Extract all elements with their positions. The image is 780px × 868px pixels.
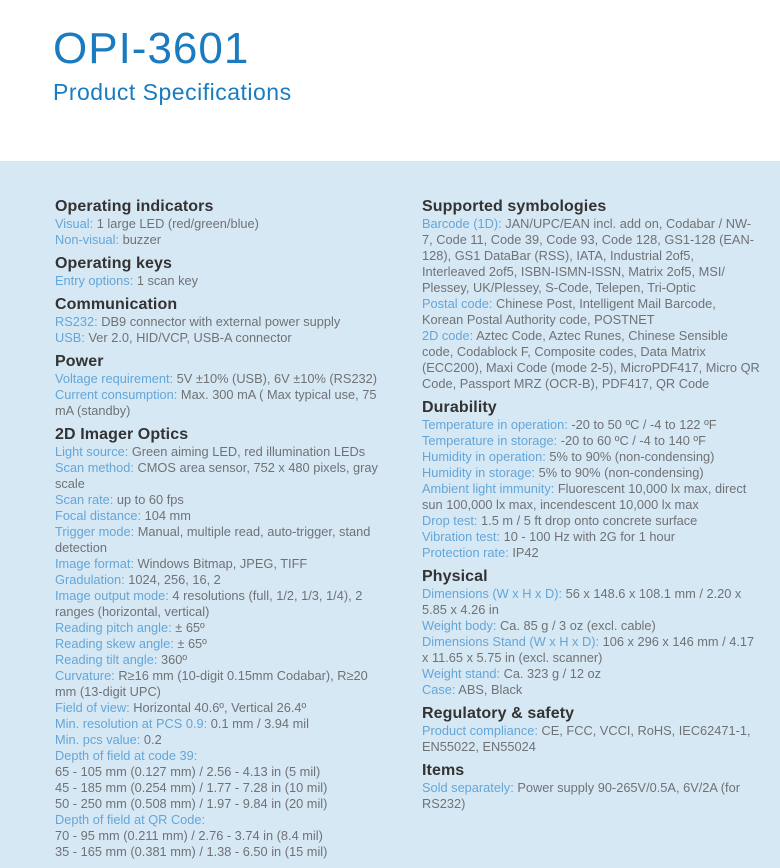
spec-label: Reading tilt angle: [55, 652, 161, 667]
spec-value: CMOS area sensor, 752 x 480 pixels, gray scale [55, 460, 378, 491]
spec-label: Voltage requirement: [55, 371, 177, 386]
spec-row [55, 732, 390, 748]
spec-row [55, 273, 390, 289]
product-title: OPI-3601 [53, 24, 250, 73]
spec-value: DB9 connector with external power supply [101, 314, 341, 329]
spec-label: Light source: [55, 444, 132, 459]
spec-value: 106 x 296 x 146 mm / 4.17 x 11.65 x 5.75 in (excl. scanner) [422, 634, 755, 665]
spec-row [422, 618, 760, 634]
spec-section [422, 704, 760, 755]
spec-label: Visual: [55, 216, 97, 231]
spec-row [422, 449, 760, 465]
spec-section [422, 197, 760, 392]
spec-value: Ca. 85 g / 3 oz (excl. cable) [500, 618, 656, 633]
spec-label: Sold separately: [422, 780, 518, 795]
section-title: Regulatory & safety [422, 705, 575, 722]
spec-value: Ver 2.0, HID/VCP, USB-A connector [88, 330, 292, 345]
spec-value: 0.2 [143, 732, 162, 747]
spec-value: 0.1 mm / 3.94 mil [210, 716, 309, 731]
spec-value: 5% to 90% (non-condensing) [538, 465, 704, 480]
spec-column-left [55, 197, 390, 868]
spec-value: Ca. 323 g / 12 oz [503, 666, 602, 681]
spec-label: Case: [422, 682, 459, 697]
spec-label: Focal distance: [55, 508, 145, 523]
spec-label: Dimensions Stand (W x H x D): [422, 634, 603, 649]
spec-label: Humidity in operation: [422, 449, 550, 464]
spec-row [422, 529, 760, 545]
spec-panel [0, 161, 780, 868]
spec-row [55, 700, 390, 716]
spec-section [55, 425, 390, 860]
spec-label: Depth of field at QR Code: [55, 812, 206, 827]
spec-label: Current consumption: [55, 387, 181, 402]
spec-section [422, 761, 760, 812]
spec-row [55, 716, 390, 732]
spec-label: Weight body: [422, 618, 501, 633]
spec-row [422, 433, 760, 449]
spec-row [422, 465, 760, 481]
spec-value: Max. 300 mA ( Max typical use, 75 mA (standby) [55, 387, 377, 418]
section-title: Power [55, 353, 104, 370]
spec-value: R≥16 mm (10-digit 0.15mm Codabar), R≥20 mm (13-digit UPC) [55, 668, 368, 699]
spec-label: Image format: [55, 556, 138, 571]
spec-row [422, 666, 760, 682]
spec-label: Vibration test: [422, 529, 504, 544]
spec-section [55, 197, 390, 248]
section-title: Durability [422, 399, 497, 416]
spec-label: Image output mode: [55, 588, 173, 603]
spec-value: Windows Bitmap, JPEG, TIFF [137, 556, 308, 571]
spec-row [422, 513, 760, 529]
spec-row [55, 314, 390, 330]
spec-label: Depth of field at code 39: [55, 748, 198, 763]
spec-row [55, 588, 390, 620]
spec-value: ± 65º [177, 636, 207, 651]
section-title: 2D Imager Optics [55, 426, 189, 443]
spec-label: Protection rate: [422, 545, 513, 560]
spec-row [55, 444, 390, 460]
spec-row [55, 828, 390, 844]
spec-row [55, 556, 390, 572]
spec-section [422, 567, 760, 698]
spec-row [422, 481, 760, 513]
spec-value: Manual, multiple read, auto-trigger, stand detection [55, 524, 371, 555]
spec-label: Temperature in storage: [422, 433, 561, 448]
spec-label: Product compliance: [422, 723, 542, 738]
spec-value: 45 - 185 mm (0.254 mm) / 1.77 - 7.28 in (10 mil) [55, 780, 328, 795]
spec-label: Humidity in storage: [422, 465, 539, 480]
spec-value: -20 to 60 ºC / -4 to 140 ºF [560, 433, 706, 448]
spec-value: Power supply 90-265V/0.5A, 6V/2A (for RS232) [422, 780, 740, 811]
spec-value: Aztec Code, Aztec Runes, Chinese Sensible code, Codablock F, Composite codes, Data Matrix (ECC200), Maxi Code (mode 2-5), MicroPDF417, Micro QR Code, Passport MRZ (OCR-B), PDF417, QR Code [422, 328, 760, 391]
spec-row [55, 572, 390, 588]
section-title: Supported symbologies [422, 198, 607, 215]
spec-value: 104 mm [144, 508, 191, 523]
spec-label: Gradulation: [55, 572, 129, 587]
spec-value: 35 - 165 mm (0.381 mm) / 1.38 - 6.50 in (15 mil) [55, 844, 328, 859]
spec-value: CE, FCC, VCCI, RoHS, IEC62471-1, EN55022, EN55024 [422, 723, 751, 754]
spec-label: Curvature: [55, 668, 119, 683]
spec-row [55, 232, 390, 248]
spec-row [422, 216, 760, 296]
spec-value: Fluorescent 10,000 lx max, direct sun 100,000 lx max, incendescent 10,000 lx max [422, 481, 747, 512]
spec-value: 65 - 105 mm (0.127 mm) / 2.56 - 4.13 in (5 mil) [55, 764, 321, 779]
spec-value: 56 x 148.6 x 108.1 mm / 2.20 x 5.85 x 4.26 in [422, 586, 742, 617]
spec-row [55, 387, 390, 419]
spec-value: 5V ±10% (USB), 6V ±10% (RS232) [176, 371, 378, 386]
spec-row [422, 723, 760, 755]
spec-value: Chinese Post, Intelligent Mail Barcode, Korean Postal Authority code, POSTNET [422, 296, 716, 327]
spec-label: RS232: [55, 314, 102, 329]
spec-row [422, 634, 760, 666]
spec-label: Postal code: [422, 296, 496, 311]
spec-label: Non-visual: [55, 232, 123, 247]
spec-label: Scan rate: [55, 492, 117, 507]
spec-row [55, 812, 390, 828]
section-title: Physical [422, 568, 488, 585]
spec-section [55, 352, 390, 419]
page-subtitle: Product Specifications [53, 79, 292, 105]
spec-label: Min. pcs value: [55, 732, 144, 747]
spec-label: Dimensions (W x H x D): [422, 586, 566, 601]
spec-value: IP42 [512, 545, 539, 560]
spec-value: JAN/UPC/EAN incl. add on, Codabar / NW-7, Code 11, Code 39, Code 93, Code 128, GS1-128 (EAN-128), GS1 DataBar (RSS), IATA, Industrial 2of5, Interleaved 2of5, ISBN-ISMN-ISSN, Matrix 2of5, MSI/ Plessey, UK/Plessey, S-Code, Telepen, Tri-Optic [422, 216, 754, 295]
spec-value: 70 - 95 mm (0.211 mm) / 2.76 - 3.74 in (8.4 mil) [55, 828, 323, 843]
spec-row [55, 636, 390, 652]
section-title: Operating keys [55, 255, 173, 272]
spec-row [55, 216, 390, 232]
spec-row [55, 668, 390, 700]
spec-section [55, 295, 390, 346]
spec-row [55, 508, 390, 524]
spec-label: Min. resolution at PCS 0.9: [55, 716, 211, 731]
spec-value: ABS, Black [458, 682, 523, 697]
spec-row [55, 844, 390, 860]
spec-row [55, 524, 390, 556]
spec-value: 5% to 90% (non-condensing) [549, 449, 715, 464]
spec-section [422, 398, 760, 561]
spec-value: 10 - 100 Hz with 2G for 1 hour [503, 529, 675, 544]
spec-value: 1 scan key [136, 273, 198, 288]
spec-value: 1024, 256, 16, 2 [128, 572, 221, 587]
page-header [0, 0, 780, 161]
spec-value: up to 60 fps [116, 492, 184, 507]
spec-value: -20 to 50 ºC / -4 to 122 ºF [571, 417, 717, 432]
spec-row [55, 780, 390, 796]
spec-value: ± 65º [175, 620, 205, 635]
spec-row [422, 780, 760, 812]
spec-value: 1 large LED (red/green/blue) [96, 216, 259, 231]
spec-value: buzzer [122, 232, 161, 247]
spec-column-right [422, 197, 760, 868]
spec-row [55, 371, 390, 387]
spec-label: Temperature in operation: [422, 417, 572, 432]
spec-label: Ambient light immunity: [422, 481, 558, 496]
spec-label: Reading pitch angle: [55, 620, 176, 635]
spec-row [55, 460, 390, 492]
spec-value: 360º [161, 652, 188, 667]
spec-row [55, 620, 390, 636]
spec-row [422, 682, 760, 698]
spec-label: Entry options: [55, 273, 137, 288]
spec-row [55, 764, 390, 780]
spec-row [55, 652, 390, 668]
spec-section [55, 254, 390, 289]
spec-label: Reading skew angle: [55, 636, 178, 651]
spec-label: Barcode (1D): [422, 216, 506, 231]
spec-row [422, 296, 760, 328]
spec-value: Green aiming LED, red illumination LEDs [131, 444, 366, 459]
spec-label: 2D code: [422, 328, 477, 343]
spec-label: USB: [55, 330, 89, 345]
spec-label: Trigger mode: [55, 524, 138, 539]
spec-value: 1.5 m / 5 ft drop onto concrete surface [481, 513, 698, 528]
spec-label: Field of view: [55, 700, 134, 715]
spec-row [422, 545, 760, 561]
spec-label: Scan method: [55, 460, 138, 475]
spec-row [422, 328, 760, 392]
spec-value: Horizontal 40.6º, Vertical 26.4º [133, 700, 307, 715]
spec-row [422, 417, 760, 433]
spec-value: 4 resolutions (full, 1/2, 1/3, 1/4), 2 ranges (horizontal, vertical) [55, 588, 363, 619]
section-title: Items [422, 762, 465, 779]
spec-label: Drop test: [422, 513, 482, 528]
spec-row [55, 492, 390, 508]
spec-row [55, 796, 390, 812]
spec-label: Weight stand: [422, 666, 504, 681]
section-title: Communication [55, 296, 178, 313]
spec-row [55, 748, 390, 764]
spec-row [55, 330, 390, 346]
spec-value: 50 - 250 mm (0.508 mm) / 1.97 - 9.84 in (20 mil) [55, 796, 328, 811]
section-title: Operating indicators [55, 198, 214, 215]
spec-row [422, 586, 760, 618]
